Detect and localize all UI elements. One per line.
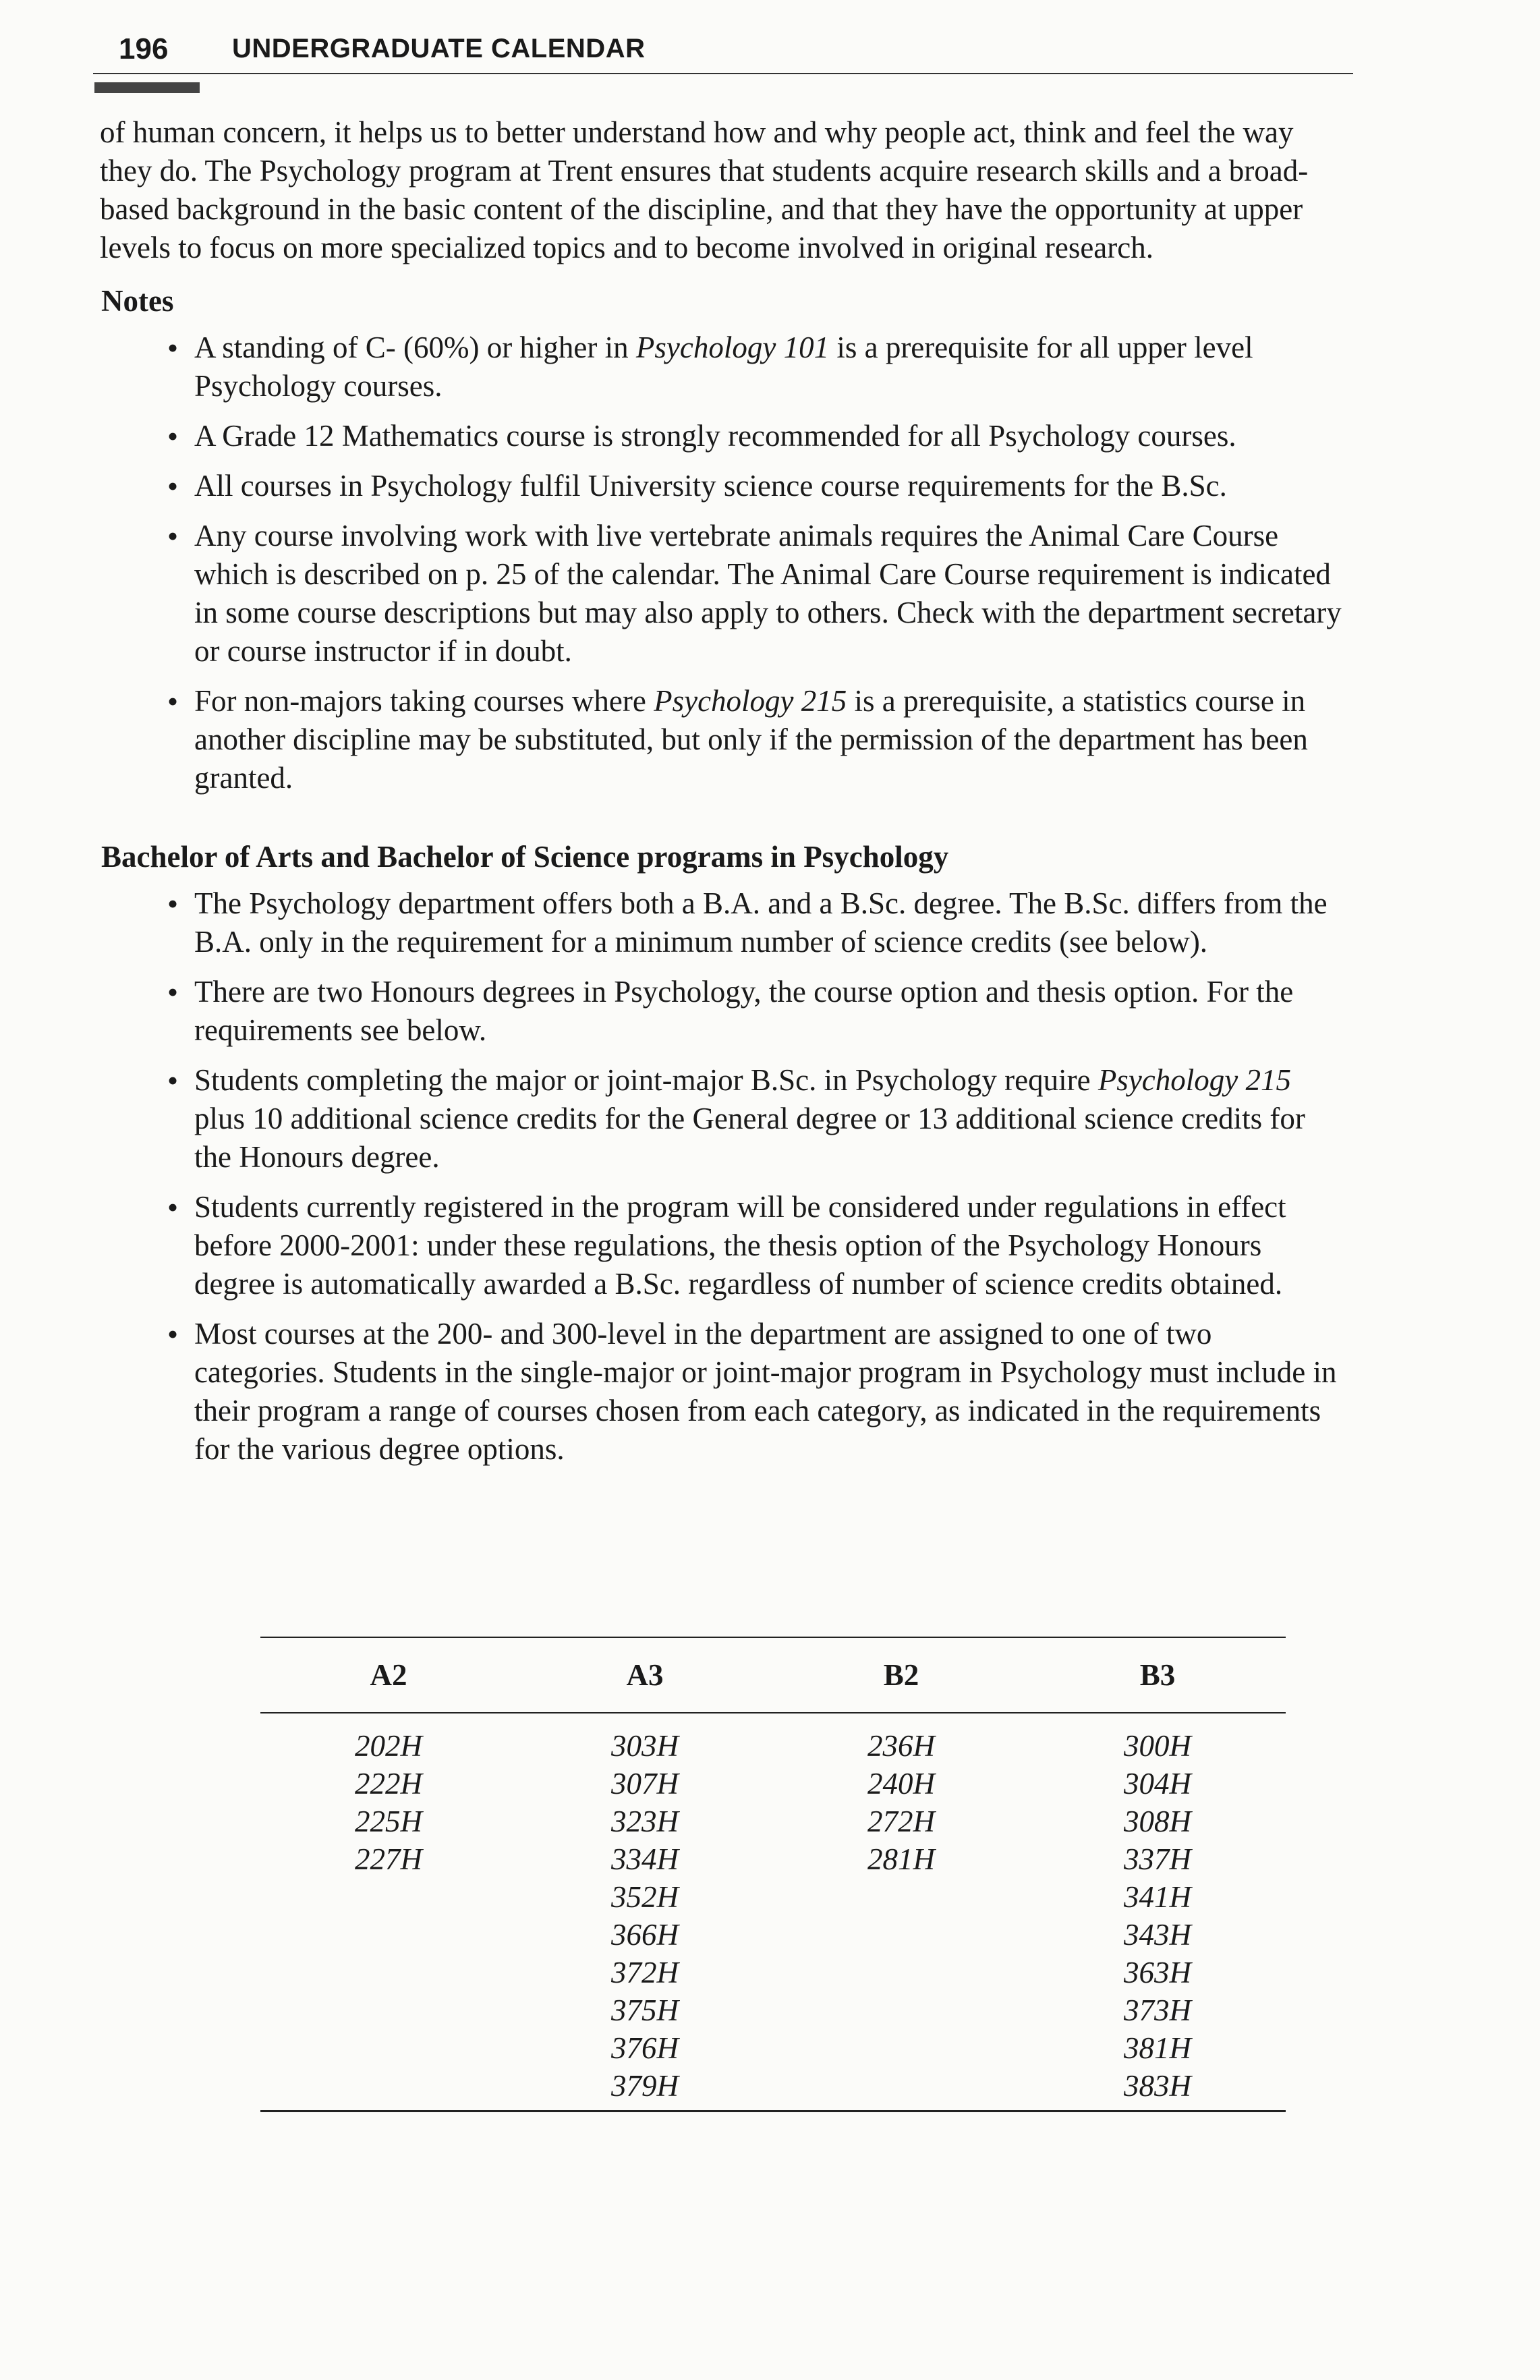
programs-heading: Bachelor of Arts and Bachelor of Science programs in Psychology: [101, 840, 949, 874]
table-column-a2: [260, 1727, 517, 2110]
table-cell: 341H: [1124, 1880, 1191, 1914]
programs-item: • There are two Honours degrees in Psychology, the course option and thesis option. For the requirements see below.: [167, 973, 1348, 1050]
table-cell: 337H: [1124, 1842, 1191, 1876]
table-column-b2: [773, 1727, 1029, 2110]
notes-item: • Any course involving work with live vertebrate animals requires the Animal Care Course which is described on p. 25 of the calendar. The Animal Care Course requirement is indicated in some course descriptions but may also apply to others. Check with the department secretary or course instructor if in doubt.: [167, 517, 1348, 671]
table-cell: 225H: [355, 1805, 422, 1838]
table-bottom-rule: [260, 2110, 1286, 2112]
table-cell: 227H: [355, 1842, 422, 1876]
notes-item: • A Grade 12 Mathematics course is strongly recommended for all Psychology courses.: [167, 417, 1348, 455]
table-cell: 381H: [1124, 2031, 1191, 2065]
table-cell: 308H: [1124, 1805, 1191, 1838]
table-header-row: [260, 1638, 1286, 1713]
table-cell: 363H: [1124, 1956, 1191, 1989]
page-body: [100, 113, 1348, 1480]
table-column-a3: [517, 1727, 773, 2110]
table-body: [260, 1713, 1286, 2110]
table-header-cell: B2: [883, 1658, 919, 1692]
programs-list: [100, 884, 1348, 1469]
programs-item: • Students currently registered in the program will be considered under regulations in effect before 2000-2001: under these regulations, the thesis option of the Psychology Honours degree is automatically awarded a B.Sc. regardless of number of science credits obtained.: [167, 1188, 1348, 1303]
notes-item: • For non-majors taking courses where Psychology 215 is a prerequisite, a statistics course in another discipline may be substituted, but only if the permission of the department has been granted.: [167, 682, 1348, 797]
table-cell: 373H: [1124, 1993, 1191, 2027]
programs-item: • The Psychology department offers both a B.A. and a B.Sc. degree. The B.Sc. differs from the B.A. only in the requirement for a minimum number of science credits (see below).: [167, 884, 1348, 961]
running-title: UNDERGRADUATE CALENDAR: [232, 34, 646, 63]
table-cell: 376H: [611, 2031, 679, 2065]
table-cell: 375H: [611, 1993, 679, 2027]
table-cell: 372H: [611, 1956, 679, 1989]
table-cell: 323H: [611, 1805, 679, 1838]
course-category-table: [260, 1637, 1286, 2112]
table-cell: 379H: [611, 2069, 679, 2103]
table-cell: 202H: [355, 1729, 422, 1763]
notes-list: [100, 329, 1348, 797]
table-cell: 304H: [1124, 1767, 1191, 1801]
table-header-cell: B3: [1139, 1658, 1176, 1692]
table-cell: 303H: [611, 1729, 679, 1763]
table-cell: 272H: [867, 1805, 935, 1838]
page-number: 196: [119, 32, 169, 65]
header-rule-block: [94, 82, 200, 93]
notes-heading: Notes: [101, 284, 174, 318]
table-header-cell: A2: [370, 1658, 407, 1692]
table-cell: 240H: [867, 1767, 935, 1801]
table-cell: 352H: [611, 1880, 679, 1914]
table-cell: 383H: [1124, 2069, 1191, 2103]
table-cell: 222H: [355, 1767, 422, 1801]
table-cell: 236H: [867, 1729, 935, 1763]
table-column-b3: [1029, 1727, 1286, 2110]
table-cell: 300H: [1124, 1729, 1191, 1763]
programs-item: • Students completing the major or joint-major B.Sc. in Psychology require Psychology 215 plus 10 additional science credits for the General degree or 13 additional science credits for the Honours degree.: [167, 1061, 1348, 1177]
table-cell: 307H: [611, 1767, 679, 1801]
programs-item: • Most courses at the 200- and 300-level in the department are assigned to one of two categories. Students in the single-major or joint-major program in Psychology must include in their program a range of courses chosen from each category, as indicated in the requirements for the various degree options.: [167, 1315, 1348, 1469]
table-cell: 334H: [611, 1842, 679, 1876]
table-cell: 366H: [611, 1918, 679, 1952]
intro-paragraph: of human concern, it helps us to better understand how and why people act, think and feel the way they do. The Psychology program at Trent ensures that students acquire research skills and a broad-based background in the basic content of the discipline, and that they have the opportunity at upper levels to focus on more specialized topics and to become involved in original research.: [100, 115, 1309, 264]
table-cell: 343H: [1124, 1918, 1191, 1952]
table-cell: 281H: [867, 1842, 935, 1876]
notes-item: • All courses in Psychology fulfil University science course requirements for the B.Sc.: [167, 467, 1348, 505]
notes-item: • A standing of C- (60%) or higher in Psychology 101 is a prerequisite for all upper level Psychology courses.: [167, 329, 1348, 405]
header-rule: [93, 73, 1353, 74]
table-header-cell: A3: [626, 1658, 664, 1692]
page-header: [119, 32, 1353, 73]
